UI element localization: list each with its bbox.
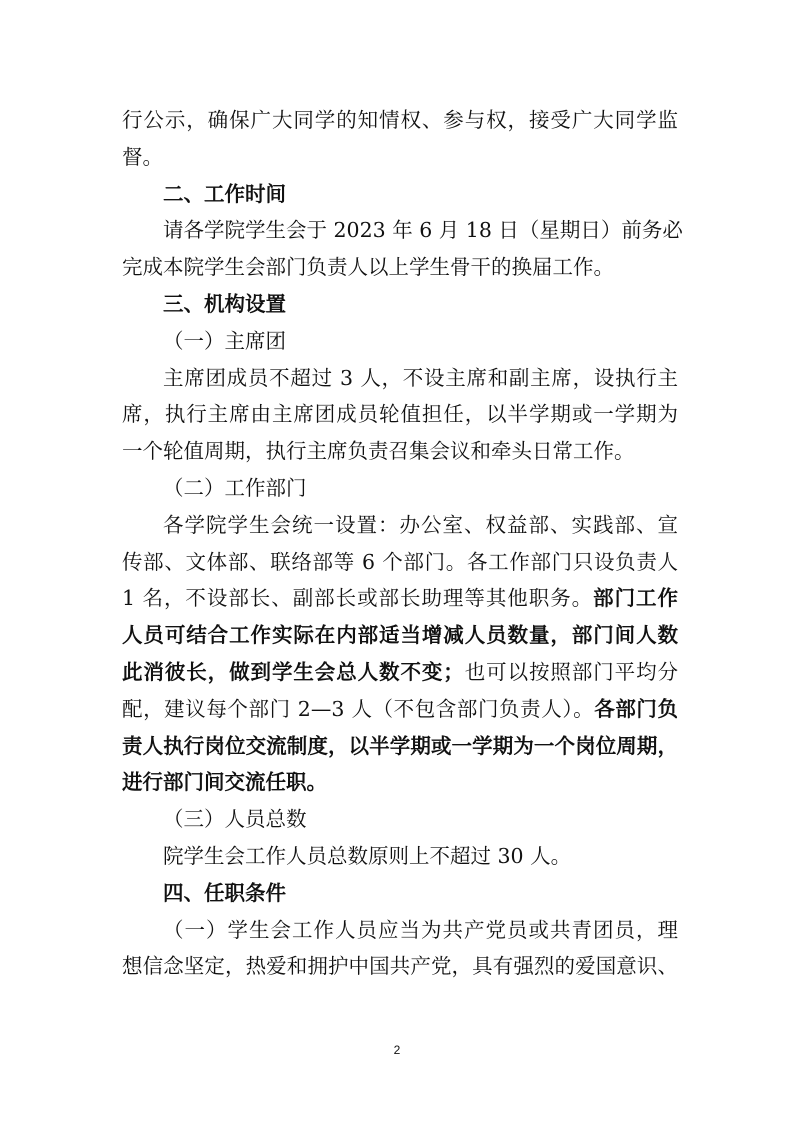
paragraph-line: 想信念坚定，热爱和拥护中国共产党，具有强烈的爱国意识、 [122,954,678,979]
paragraph-line: 院学生会工作人员总数原则上不超过 30 人。 [163,843,572,868]
bold-text: 各部门负 [594,696,679,721]
paragraph-line-bold: 责人执行岗位交流制度，以半学期或一学期为一个岗位周期， [122,733,678,758]
paragraph-line: 席，执行主席由主席团成员轮值担任，以半学期或一学期为 [122,402,678,427]
paragraph-line: （一）学生会工作人员应当为共产党员或共青团员，理 [163,917,678,942]
paragraph-line [122,691,678,728]
paragraph-line [122,580,678,617]
intro-line-2: 督。 [122,144,163,169]
paragraph-line: 完成本院学生会部门负责人以上学生骨干的换届工作。 [122,255,614,280]
bold-text: 此消彼长，做到学生会总人数不变； [122,659,464,684]
paragraph-line: 各学院学生会统一设置：办公室、权益部、实践部、宣 [163,512,678,537]
paragraph-line: 传部、文体部、联络部等 6 个部门。各工作部门只设负责人 [122,549,678,574]
intro-line-1: 行公示，确保广大同学的知情权、参与权，接受广大同学监 [122,108,678,132]
paragraph-line-bold: 进行部门间交流任职。 [122,770,327,795]
normal-text: 配，建议每个部门 2—3 人（不包含部门负责人）。 [122,696,595,721]
section-heading-work-time: 二、工作时间 [163,181,286,206]
paragraph-line: 请各学院学生会于 2023 年 6 月 18 日（星期日）前务必 [163,218,683,243]
section-heading-qualifications: 四、任职条件 [163,880,286,905]
normal-text: 1 名，不设部长、副部长或部长助理等其他职务。 [122,586,594,611]
section-heading-organization: 三、机构设置 [163,291,286,316]
document-body [122,102,683,985]
page-number: 2 [393,1043,401,1057]
paragraph-line-bold: 人员可结合工作实际在内部适当增减人员数量，部门间人数 [122,623,678,648]
paragraph-line: 一个轮值周期，执行主席负责召集会议和牵头日常工作。 [122,439,635,464]
paragraph-line [122,654,678,691]
subsection-title-presidium: （一）主席团 [163,328,286,353]
bold-text: 部门工作 [593,586,678,611]
subsection-title-departments: （二）工作部门 [163,475,307,500]
paragraph-line: 主席团成员不超过 3 人，不设主席和副主席，设执行主 [163,365,678,390]
normal-text: 也可以按照部门平均分 [463,659,679,684]
subsection-title-headcount: （三）人员总数 [163,807,307,832]
